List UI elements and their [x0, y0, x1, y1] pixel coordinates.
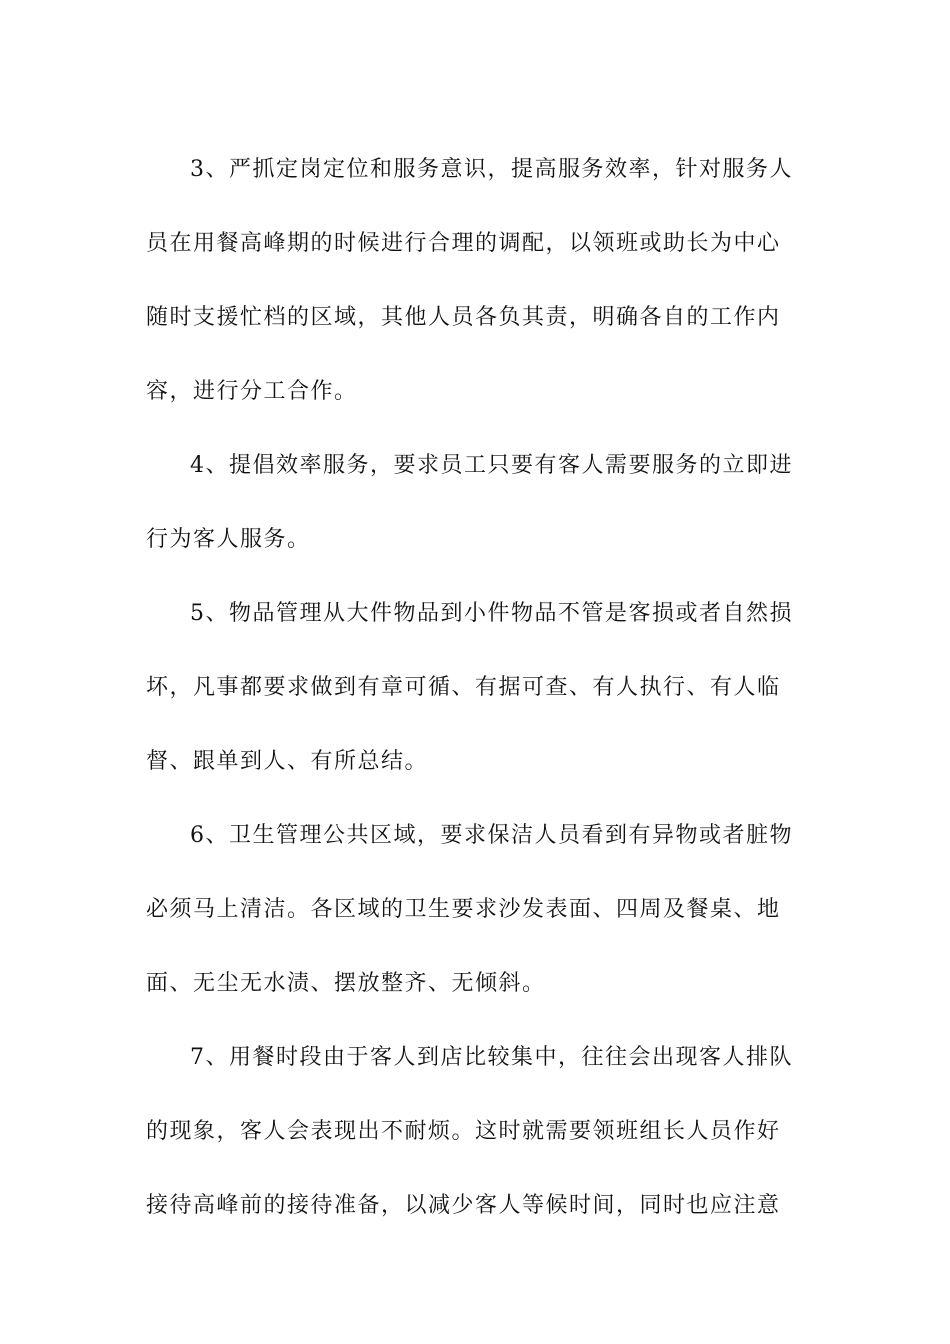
text-line: 督、跟单到人、有所总结。 [146, 749, 429, 774]
text-line: 必须马上清洁。各区域的卫生要求沙发表面、四周及餐桌、地 [146, 897, 781, 922]
document-page [146, 133, 806, 1243]
text-line: 员在用餐高峰期的时候进行合理的调配，以领班或助长为中心 [146, 231, 781, 256]
paragraph-5 [146, 577, 806, 799]
text-line: 随时支援忙档的区域，其他人员各负其责，明确各自的工作内 [146, 305, 781, 330]
paragraph-3 [146, 133, 806, 429]
text-line: 7、用餐时段由于客人到店比较集中，往往会出现客人排队 [190, 1045, 793, 1070]
text-line: 坏，凡事都要求做到有章可循、有据可查、有人执行、有人临 [146, 675, 781, 700]
text-line: 接待高峰前的接待准备，以减少客人等候时间，同时也应注意 [146, 1193, 781, 1218]
text-line: 5、物品管理从大件物品到小件物品不管是客损或者自然损 [190, 601, 793, 626]
text-line: 容，进行分工合作。 [146, 379, 358, 404]
text-line: 6、卫生管理公共区域，要求保洁人员看到有异物或者脏物 [190, 823, 793, 848]
text-line: 行为客人服务。 [146, 527, 311, 552]
paragraph-6 [146, 799, 806, 1021]
text-line: 的现象，客人会表现出不耐烦。这时就需要领班组长人员作好 [146, 1119, 781, 1144]
paragraph-4 [146, 429, 806, 577]
text-line: 4、提倡效率服务，要求员工只要有客人需要服务的立即进 [190, 453, 793, 478]
text-line: 面、无尘无水渍、摆放整齐、无倾斜。 [146, 971, 546, 996]
paragraph-7 [146, 1021, 806, 1243]
text-line: 3、严抓定岗定位和服务意识，提高服务效率，针对服务人 [190, 157, 793, 182]
